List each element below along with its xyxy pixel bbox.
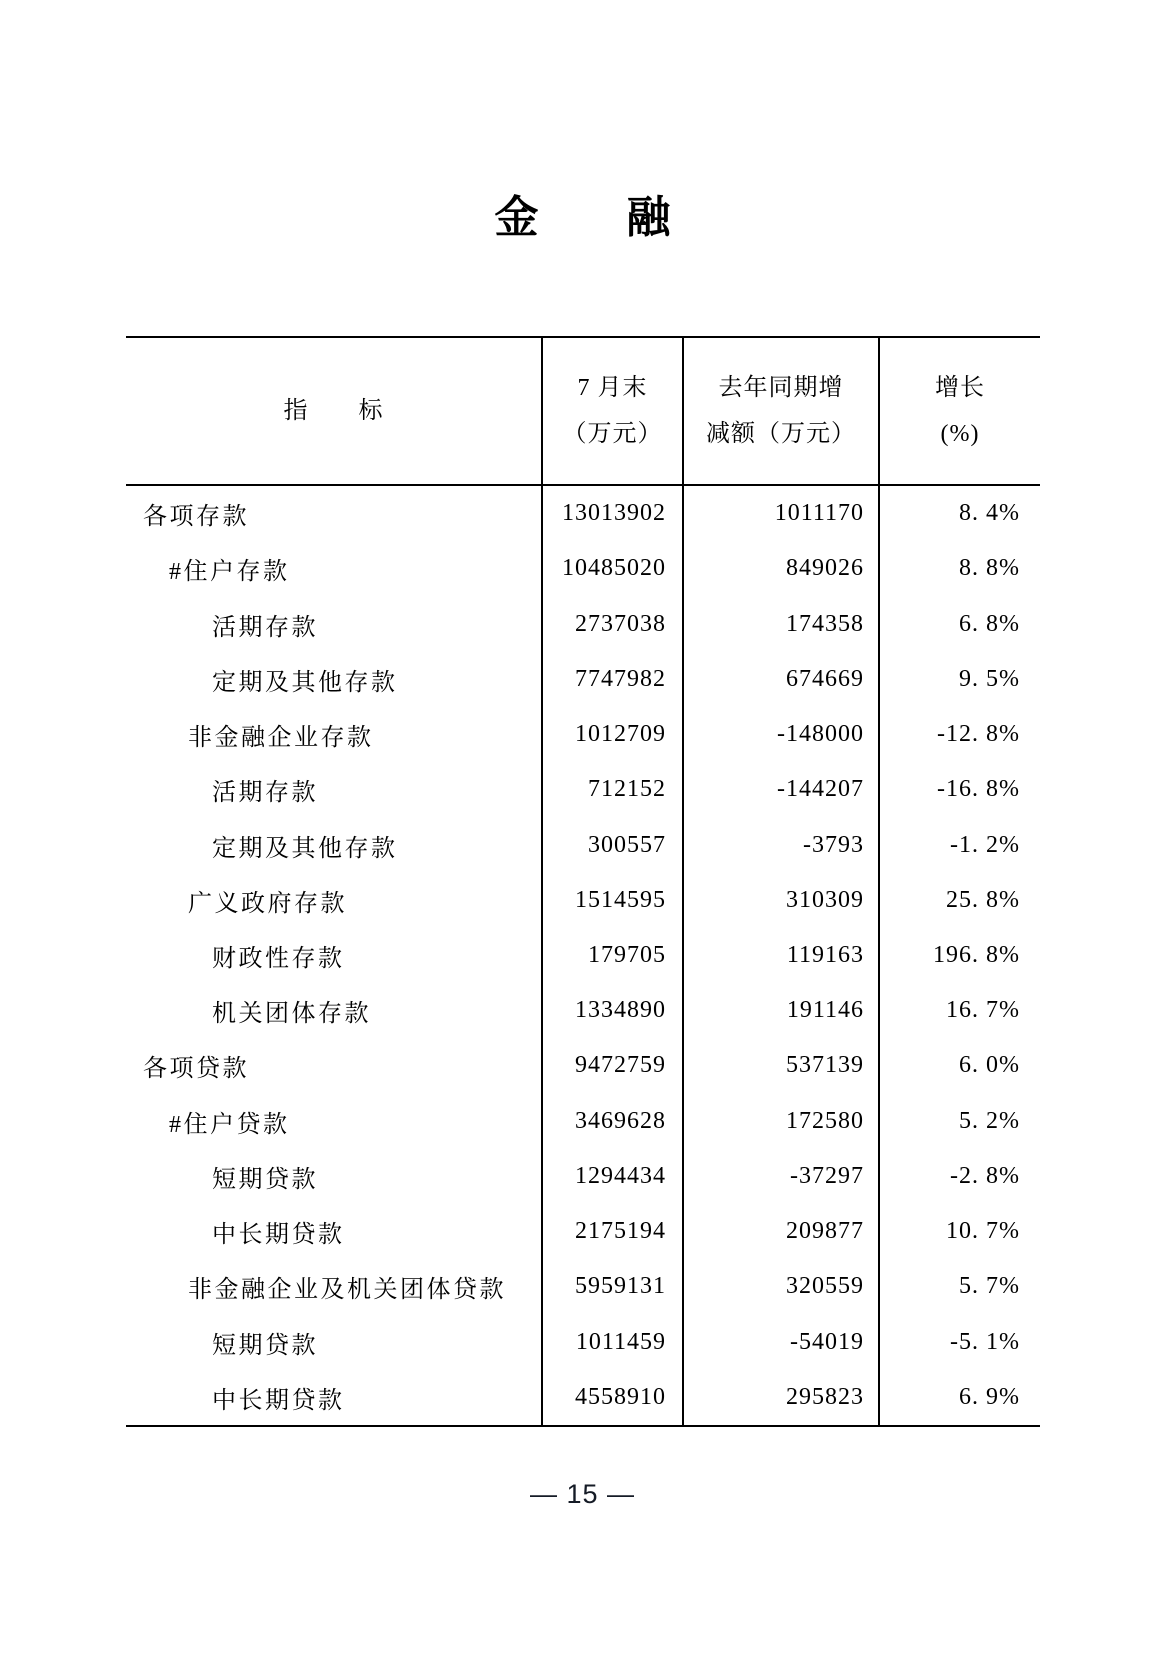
row-value-growth: 16. 7% — [878, 983, 1040, 1038]
row-value-end-of-july: 9472759 — [541, 1038, 682, 1093]
row-value-yoy-change: 849026 — [682, 541, 878, 596]
table-row — [126, 596, 1040, 651]
table-row — [126, 1149, 1040, 1204]
row-label: 活期存款 — [212, 780, 318, 807]
row-label: 定期及其他存款 — [212, 835, 398, 862]
row-value-growth: 10. 7% — [878, 1204, 1040, 1259]
table-row — [126, 1204, 1040, 1259]
table-row — [126, 707, 1040, 762]
row-indicator-cell — [126, 1149, 541, 1204]
table-row — [126, 1038, 1040, 1093]
row-label: #住户存款 — [169, 559, 290, 586]
row-label: 非金融企业及机关团体贷款 — [188, 1277, 506, 1304]
row-value-growth: 6. 9% — [878, 1370, 1040, 1425]
row-label: #住户贷款 — [169, 1111, 290, 1138]
row-value-end-of-july: 1012709 — [541, 707, 682, 762]
row-indicator-cell — [126, 1315, 541, 1370]
table-row — [126, 873, 1040, 928]
row-label: 中长期贷款 — [212, 1222, 345, 1249]
row-label: 财政性存款 — [212, 945, 345, 972]
table-header-row — [126, 338, 1040, 486]
row-indicator-cell — [126, 1259, 541, 1314]
row-indicator-cell — [126, 817, 541, 872]
header-end-of-july-line1: 7 月末 — [577, 375, 648, 401]
row-value-growth: -5. 1% — [878, 1315, 1040, 1370]
row-value-end-of-july: 4558910 — [541, 1370, 682, 1425]
row-value-yoy-change: 674669 — [682, 652, 878, 707]
header-growth-line2: (%) — [940, 421, 980, 447]
table-row — [126, 1094, 1040, 1149]
header-end-of-july — [541, 338, 682, 484]
row-value-end-of-july: 2737038 — [541, 596, 682, 651]
row-value-growth: 196. 8% — [878, 928, 1040, 983]
row-value-end-of-july: 2175194 — [541, 1204, 682, 1259]
table-row — [126, 1315, 1040, 1370]
row-value-yoy-change: 537139 — [682, 1038, 878, 1093]
row-value-end-of-july: 1334890 — [541, 983, 682, 1038]
page-title: 金 融 — [494, 193, 671, 242]
table-row — [126, 983, 1040, 1038]
row-label: 短期贷款 — [212, 1332, 318, 1359]
table-body — [126, 486, 1040, 1425]
header-yoy-change-line2: 减额（万元） — [706, 421, 856, 447]
row-label: 各项存款 — [143, 504, 249, 531]
page-number: — 15 — — [529, 1479, 636, 1509]
row-indicator-cell — [126, 928, 541, 983]
header-yoy-change — [682, 338, 878, 484]
row-value-growth: 9. 5% — [878, 652, 1040, 707]
row-value-yoy-change: -3793 — [682, 817, 878, 872]
row-label: 活期存款 — [212, 614, 318, 641]
row-value-end-of-july: 1011459 — [541, 1315, 682, 1370]
row-label: 各项贷款 — [143, 1056, 249, 1083]
table-row — [126, 817, 1040, 872]
row-indicator-cell — [126, 873, 541, 928]
table-row — [126, 1370, 1040, 1425]
row-label: 短期贷款 — [212, 1166, 318, 1193]
table-row — [126, 541, 1040, 596]
header-indicator: 指 标 — [283, 398, 384, 424]
row-indicator-cell — [126, 1038, 541, 1093]
row-value-growth: 5. 2% — [878, 1094, 1040, 1149]
row-value-yoy-change: 172580 — [682, 1094, 878, 1149]
row-value-growth: -12. 8% — [878, 707, 1040, 762]
row-indicator-cell — [126, 707, 541, 762]
row-value-end-of-july: 179705 — [541, 928, 682, 983]
table-row — [126, 486, 1040, 541]
row-label: 机关团体存款 — [212, 1001, 371, 1028]
row-indicator-cell — [126, 1094, 541, 1149]
row-label: 定期及其他存款 — [212, 669, 398, 696]
row-indicator-cell — [126, 1204, 541, 1259]
row-indicator-cell — [126, 596, 541, 651]
row-value-growth: 6. 8% — [878, 596, 1040, 651]
row-value-growth: 8. 8% — [878, 541, 1040, 596]
row-value-yoy-change: 295823 — [682, 1370, 878, 1425]
row-value-yoy-change: -37297 — [682, 1149, 878, 1204]
row-value-growth: 6. 0% — [878, 1038, 1040, 1093]
row-indicator-cell — [126, 762, 541, 817]
row-value-end-of-july: 1294434 — [541, 1149, 682, 1204]
row-indicator-cell — [126, 983, 541, 1038]
table-row — [126, 928, 1040, 983]
row-value-yoy-change: 174358 — [682, 596, 878, 651]
table-row — [126, 652, 1040, 707]
row-value-growth: 25. 8% — [878, 873, 1040, 928]
row-value-growth: -1. 2% — [878, 817, 1040, 872]
row-indicator-cell — [126, 652, 541, 707]
row-value-yoy-change: 1011170 — [682, 486, 878, 541]
row-value-yoy-change: -54019 — [682, 1315, 878, 1370]
row-value-yoy-change: 119163 — [682, 928, 878, 983]
row-value-end-of-july: 5959131 — [541, 1259, 682, 1314]
row-value-end-of-july: 10485020 — [541, 541, 682, 596]
row-value-yoy-change: -148000 — [682, 707, 878, 762]
row-value-growth: 8. 4% — [878, 486, 1040, 541]
row-value-end-of-july: 3469628 — [541, 1094, 682, 1149]
row-indicator-cell — [126, 1370, 541, 1425]
row-value-growth: -2. 8% — [878, 1149, 1040, 1204]
row-value-end-of-july: 13013902 — [541, 486, 682, 541]
table-row — [126, 1259, 1040, 1314]
row-indicator-cell — [126, 541, 541, 596]
row-value-yoy-change: 320559 — [682, 1259, 878, 1314]
finance-table — [126, 336, 1040, 1427]
table-row — [126, 762, 1040, 817]
row-value-yoy-change: -144207 — [682, 762, 878, 817]
row-value-yoy-change: 191146 — [682, 983, 878, 1038]
header-growth — [878, 338, 1040, 484]
row-value-end-of-july: 712152 — [541, 762, 682, 817]
header-end-of-july-line2: （万元） — [562, 421, 663, 447]
row-indicator-cell — [126, 486, 541, 541]
row-label: 中长期贷款 — [212, 1387, 345, 1414]
row-value-end-of-july: 300557 — [541, 817, 682, 872]
row-label: 广义政府存款 — [188, 890, 347, 917]
header-growth-line1: 增长 — [935, 375, 985, 401]
row-value-end-of-july: 1514595 — [541, 873, 682, 928]
row-value-yoy-change: 209877 — [682, 1204, 878, 1259]
row-value-yoy-change: 310309 — [682, 873, 878, 928]
row-label: 非金融企业存款 — [188, 725, 374, 752]
row-value-end-of-july: 7747982 — [541, 652, 682, 707]
header-yoy-change-line1: 去年同期增 — [718, 375, 844, 401]
row-value-growth: -16. 8% — [878, 762, 1040, 817]
row-value-growth: 5. 7% — [878, 1259, 1040, 1314]
